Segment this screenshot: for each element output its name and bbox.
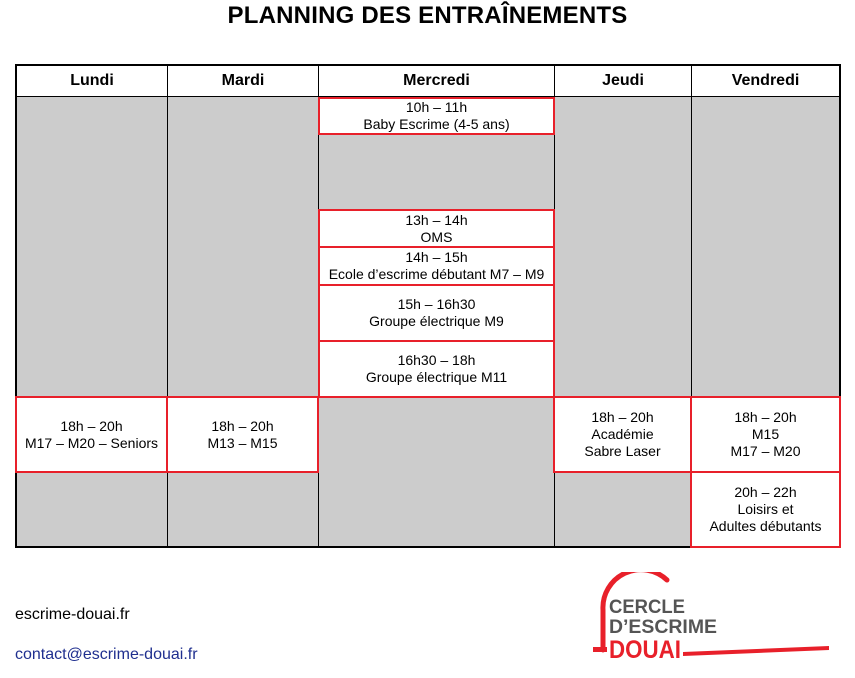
slot-group: Baby Escrime (4-5 ans)	[363, 116, 510, 132]
slot-vendredi-nuit	[690, 471, 841, 548]
slot-time: 18h – 20h	[60, 417, 123, 434]
schedule-table	[15, 64, 841, 548]
slot-group: Loisirs et	[737, 501, 794, 517]
slot-time: 10h – 11h	[405, 99, 468, 115]
slot-group: M17 – M20 – Seniors	[24, 434, 159, 451]
slot-group: OMS	[420, 228, 453, 245]
website-link[interactable]: escrime-douai.fr	[15, 606, 130, 623]
slot-group: Ecole d’escrime débutant M7 – M9	[328, 266, 545, 282]
logo-dash	[593, 647, 607, 652]
logo-text-escrime: D’ESCRIME	[609, 617, 717, 638]
slot-mardi-soir	[166, 396, 319, 473]
slot-group: Académie	[591, 426, 654, 442]
slot-group: Groupe électrique M11	[365, 369, 508, 385]
slot-group: Sabre Laser	[584, 443, 661, 459]
slot-time: 18h – 20h	[591, 409, 654, 425]
slot-time: 20h – 22h	[734, 484, 797, 500]
slot-group: M17 – M20	[730, 443, 801, 459]
logo-swoosh	[683, 646, 829, 656]
slot-mercredi-m9	[318, 284, 555, 342]
slot-jeudi-soir	[553, 396, 692, 473]
header-lundi: Lundi	[17, 66, 167, 96]
logo-text-cercle: CERCLE	[609, 597, 685, 618]
contact-email-link[interactable]: contact@escrime-douai.fr	[15, 646, 198, 663]
slot-vendredi-soir	[690, 396, 841, 473]
slot-time: 18h – 20h	[734, 409, 797, 425]
slot-group: M15	[751, 426, 780, 442]
slot-time: 14h – 15h	[405, 249, 468, 265]
slot-time: 18h – 20h	[211, 417, 274, 434]
club-logo	[585, 572, 835, 668]
header-jeudi: Jeudi	[555, 66, 691, 96]
logo-text-douai: DOUAI	[609, 636, 681, 664]
header-vendredi: Vendredi	[692, 66, 839, 96]
slot-mercredi-baby-escrime	[318, 97, 555, 135]
header-mercredi: Mercredi	[319, 66, 554, 96]
slot-group: M13 – M15	[207, 434, 278, 451]
page-title: PLANNING DES ENTRAÎNEMENTS	[227, 2, 628, 29]
slot-time: 13h – 14h	[405, 211, 468, 228]
slot-time: 16h30 – 18h	[397, 352, 476, 368]
slot-mercredi-ecole	[318, 246, 555, 286]
column-divider	[167, 66, 168, 546]
slot-group: Groupe électrique M9	[369, 313, 504, 329]
slot-mercredi-m11	[318, 340, 555, 398]
header-mardi: Mardi	[168, 66, 318, 96]
slot-mercredi-oms	[318, 209, 555, 248]
slot-time: 15h – 16h30	[397, 296, 476, 312]
slot-group: Adultes débutants	[709, 518, 822, 534]
slot-lundi-soir	[15, 396, 168, 473]
